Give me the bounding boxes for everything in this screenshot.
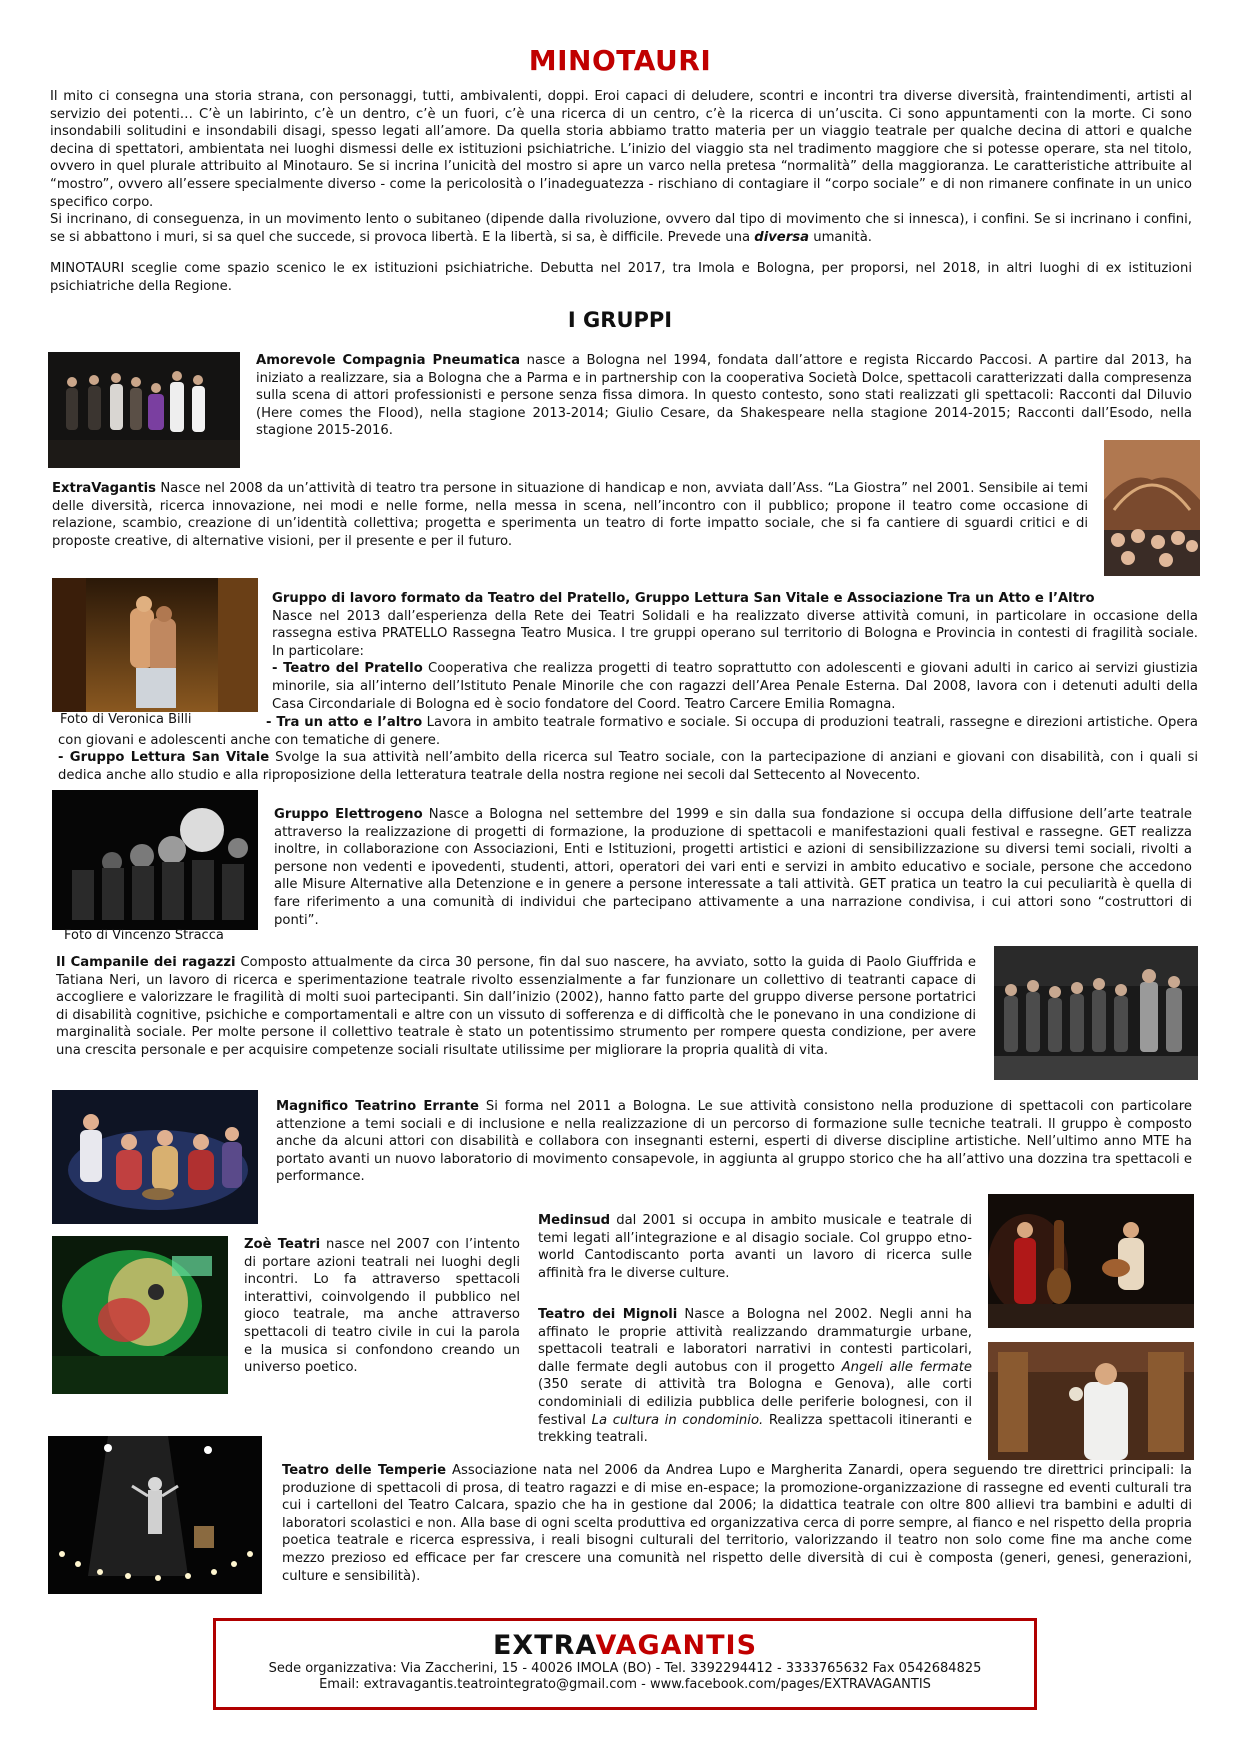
footer-box [213, 1618, 1037, 1710]
group-name: Il Campanile dei ragazzi [56, 955, 236, 970]
photo-temperie [48, 1436, 262, 1594]
page-title: MINOTAURI [528, 44, 712, 77]
group-campanile: Il Campanile dei ragazzi Composto attualmente da circa 30 persone, fin dal suo nascere, ha avviato, sotto la guida di Paolo Giuffrida e Tatiana Neri, un lavoro di ricerca e sperimentazione teatrale rivolto essenzialmente a far funzionare un collettivo di teatranti capace di accogliere e valorizzare le fragilità di molti suoi partecipanti. Sin dall’inizio (2002), hanno fatto parte del gruppo diverse persone portatrici di disabilità cognitive, psichiche e comportamentali e altre con un vissuto di sofferenza e di difficoltà che le ponevano in una condizione di marginalità sociale. Per molte persone il collettivo teatrale è stato un potentissimo strumento per rompere questa condizione, per avere una crescita personale e per acquisire competenze sociali risultate utilissime per migliorare la propria qualità di vita. [56, 955, 977, 1058]
intro-emphasis: diversa [754, 229, 810, 245]
photo-caption-pratello: Foto di Veronica Billi [60, 712, 192, 727]
photo-medinsud [988, 1194, 1194, 1328]
group-temperie: Teatro delle Temperie Associazione nata nel 2006 da Andrea Lupo e Margherita Zanardi, opera seguendo tre direttrici principali: la produzione di spettacoli di prosa, di teatro ragazzi e di mise en-espace; la promozione-organizzazione di rassegne ed eventi culturali tra cui i cartelloni del Teatro Calcara, spazio che ha in gestione dal 2006; la didattica teatrale con oltre 800 allievi tra bambini e adulti di laboratori scolastici e non. Alla base di ogni scelta produttiva ed organizzativa cerca di porre sempre, al fianco e nel rispetto della propria poetica teatrale e ricerca espressiva, i reali bisogni culturali del territorio, valorizzando il teatro non solo come fine ma anche come mezzo prezioso ed efficace per far crescere una comunità nel rispetto delle diversità di cui è composta (generi, genesi, generazioni, culture e sensibilità). [282, 1463, 1192, 1584]
photo-campanile [994, 946, 1198, 1080]
photo-magnifico [52, 1090, 258, 1224]
group-name: Medinsud [538, 1213, 611, 1228]
group-name: Teatro dei Mignoli [538, 1307, 678, 1322]
group-magnifico: Magnifico Teatrino Errante Si forma nel 2011 a Bologna. Le sue attività consistono nella produzione di spettacoli con particolare attenzione a temi sociali e di inclusione e nella realizzazione di un percorso di formazione sulle tecniche teatrali. Il gruppo è composto anche da alcuni attori con disabilità e collabora con insegnanti esterni, esperti di diverse discipline artistiche. Nell’ultimo anno MTE ha portato avanti un nuovo laboratorio di movimento consapevole, in aggiunta al gruppo storico che ha all’attivo una dozzina tra spettacoli e performance. [276, 1099, 1192, 1185]
group-mignoli: Teatro dei Mignoli Nasce a Bologna nel 2002. Negli anni ha affinato le proprie attività realizzando drammaturgie urbane, spettacoli teatrali e laboratori narrativi in contesti particolari, dalle fermate degli autobus con il progetto Angeli alle fermate (350 serate di attività tra Bologna e Genova), alle corti condominiali di edilizia pubblica delle periferie bolognesi, con il festival La cultura in condominio. Realizza spettacoli itineranti e trekking teatrali. [538, 1307, 972, 1446]
intro-paragraph-1: Il mito ci consegna una storia strana, con personaggi, tutti, ambivalenti, doppi. Eroi capaci di deludere, scontri e incontri tra diverse diversità, fraintendimenti, artisti al servizio dei potenti… C’è un labirinto, c’è un dentro, c’è un fuori, c’è una ricerca di un centro, c’è la ricerca di un’uscita. Ci sono appuntamenti con la morte. Ci sono insondabili solitudini e insondabili disagi, spesso legati all’amore. Da quella storia abbiamo tratto materia per un viaggio teatrale per qualche decina di attori e qualche decina di spettatori, ambientata nei luoghi dismessi delle ex istituzioni psichiatriche. L’inizio del viaggio sta nel tradimento maggiore che si potesse operare, sta nel titolo, ovvero in quel plurale attribuito al Minotauro. Se si incrina l’unicità del mostro si apre un varco nella pretesa “normalità” della maggioranza. Le caratteristiche attribuite al “mostro”, ovvero all’essere specialmente diverso - come la pericolosità o l’inadeguatezza - rischiano di contagiare il “corpo sociale” e di non rimanere confinate in un unico specifico corpo. [50, 89, 1192, 210]
section-title: I GRUPPI [567, 308, 673, 332]
intro-paragraph-3: MINOTAURI sceglie come spazio scenico le ex istituzioni psichiatriche. Debutta nel 2017, tra Imola e Bologna, per proporsi, nel 2018, in altri luoghi di ex istituzioni psichiatriche della Regione. [50, 261, 1192, 294]
group-zoe: Zoè Teatri nasce nel 2007 con l’intento di portare azioni teatrali nei luoghi degli incontri. Lo fa attraverso spettacoli interattivi, coinvolgendo il pubblico nel gioco teatrale, ma anche attraverso spettacoli di teatro civile in cui la parola e la musica si confondono creando un universo poetico. [244, 1237, 521, 1376]
group-name: Magnifico Teatrino Errante [276, 1099, 479, 1114]
group-medinsud: Medinsud dal 2001 si occupa in ambito musicale e teatrale di temi legati all’integrazione e al disagio sociale. Col gruppo etno-world Cantodiscanto porta avanti un lavoro di ricerca sulle affinità fra le diverse culture. [538, 1213, 972, 1281]
photo-elettrogeno [52, 790, 258, 930]
group-elettrogeno: Gruppo Elettrogeno Nasce a Bologna nel settembre del 1999 e sin dalla sua fondazione si occupa della diffusione dell’arte teatrale attraverso la realizzazione di progetti di formazione, la produzione di spettacoli e manifestazioni quali festival e rassegne. GET realizza inoltre, in collaborazione con Associazioni, Enti e Istituzioni, progetti artistici e azioni di sensibilizzazione su diversi temi sociali, rivolti a persone non vedenti e ipovedenti, studenti, attori, operatori dei vari enti e servizi in ambito educativo e sociale, persone che accedono alle Misure Alternative alla Detenzione e in genere a persone interessate a tali attività. GET pratica un teatro la cui peculiarità è quella di fare riferimento a una comunità di individui che partecipano attivamente a una narrazione condivisa, i cui attori sono “costruttori di ponti”. [274, 807, 1192, 928]
intro-paragraph-2: Si incrinano, di conseguenza, in un movimento lento o subitaneo (dipende dalla rivoluzione, ovvero dal tipo di movimento che si innesca), i confini. Se si incrinano i confini, se si abbattono i muri, si sa quel che succede, si provoca libertà. E la libertà, si sa, è difficile. Prevede una diversa umanità. [50, 212, 1192, 245]
photo-caption-elettrogeno: Foto di Vincenzo Stracca [64, 928, 224, 943]
photo-extravagantis [1104, 440, 1200, 576]
group-pratello-continued: - Tra un atto e l’altro Lavora in ambito teatrale formativo e sociale. Si occupa di produzioni teatrali, rassegne e direzioni artistiche. Opera con giovani e adolescenti anche con tematiche di genere. - Gruppo Lettura San Vitale Svolge la sua attività nell’ambito della ricerca sul Teatro sociale, con la partecipazione di anziani e giovani con disabilità, con i quali si dedica anche allo studio e alla riproposizione della letteratura teatrale della nostra regione nei secoli dal Settecento al Novecento. [58, 715, 1199, 783]
group-name: Gruppo Elettrogeno [274, 807, 423, 822]
photo-amorevole [48, 352, 240, 468]
photo-pratello [52, 578, 258, 712]
photo-zoe [52, 1236, 228, 1394]
group-name: Teatro delle Temperie [282, 1463, 447, 1478]
group-pratello: Gruppo di lavoro formato da Teatro del Pratello, Gruppo Lettura San Vitale e Associazione Tra un Atto e l’Altro Nasce nel 2013 dall’esperienza della Rete dei Teatri Solidali e ha realizzato diverse attività comuni, in particolare in occasione della rassegna estiva PRATELLO Rassegna Teatro Musica. I tre gruppi operano sul territorio di Bologna e Provincia in contesti di fragilità sociale. In particolare: - Teatro del Pratello Cooperativa che realizza progetti di teatro soprattutto con adolescenti e giovani adulti in carico ai servizi giustizia minorile, sia all’interno dell’Istituto Penale Minorile che con ragazzi dell’Area Penale Esterna. Dal 2008, lavora con i detenuti adulti della Casa Circondariale di Bologna ed è socio fondatore del Coord. Teatro Carcere Emilia Romagna. [272, 591, 1198, 712]
extravagantis-logo: EXTRAVAGANTIS [492, 1630, 758, 1661]
photo-mignoli [988, 1342, 1194, 1460]
group-name: ExtraVagantis [52, 481, 157, 496]
group-extravagantis: ExtraVagantis Nasce nel 2008 da un’attività di teatro tra persone in situazione di handicap e non, avviata dall’Ass. “La Giostra” nel 2001. Sensibile ai temi delle diversità, ricerca innovazione, nei modi e nelle forme, nella messa in scena, nell’incontro con il pubblico; propone il teatro come occasione di relazione, scambio, creazione di un’identità collettiva; progetta e sperimenta un teatro di forte impatto sociale, che si fa cantiere di sguardi critici e di proposte creative, di alternative visioni, per il presente e per il futuro. [52, 481, 1088, 549]
footer-address: Sede organizzativa: Via Zaccherini, 15 - 40026 IMOLA (BO) - Tel. 3392294412 - 3333765632 Fax 0542684825 [268, 1661, 982, 1676]
group-amorevole: Amorevole Compagnia Pneumatica nasce a Bologna nel 1994, fondata dall’attore e regista Riccardo Paccosi. A partire dal 2013, ha iniziato a realizzare, sia a Bologna che a Parma e in partnership con la cooperativa Società Dolce, spettacoli caratterizzati dalla compresenza sulla scena di attori professionisti e persone senza fissa dimora. In questo contesto, sono stati realizzati gli spettacoli: Racconti dal Diluvio (Here comes the Flood), nella stagione 2013-2014; Giulio Cesare, da Shakespeare nella stagione 2014-2015; Racconti dall’Esodo, nella stagione 2015-2016. [256, 353, 1192, 439]
group-name: Amorevole Compagnia Pneumatica [256, 353, 521, 368]
footer-contacts[interactable]: Email: extravagantis.teatrointegrato@gmail.com - www.facebook.com/pages/EXTRAVAGANTIS [319, 1677, 931, 1692]
group-name: Zoè Teatri [244, 1237, 321, 1252]
intro-text [50, 88, 1192, 246]
group-name: Gruppo di lavoro formato da Teatro del Pratello, Gruppo Lettura San Vitale e Associazione Tra un Atto e l’Altro [272, 591, 1095, 606]
